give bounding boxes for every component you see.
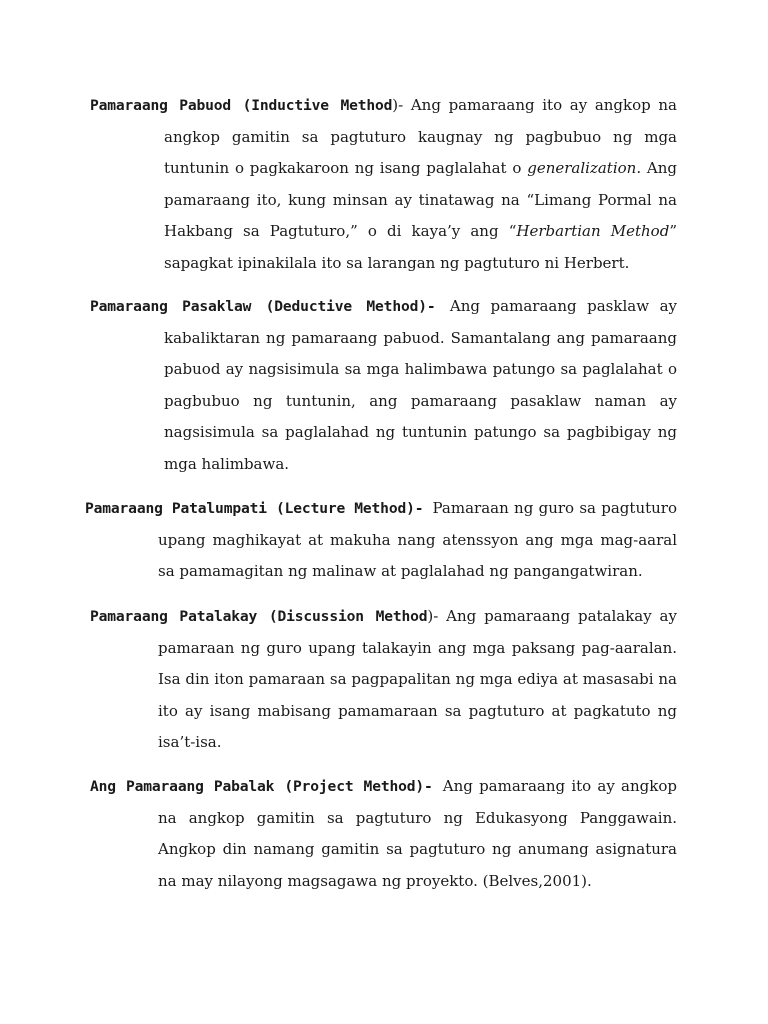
entry-body: Ang pamaraang patalakay ay pamaraan ng guro upang talakayin ang mga paksang pag-aaralan. Isa din iton pamaraan sa pagpapalitan ng mga ediya at masasabi na ito ay isang mabisang pamamaraan sa pagtuturo at pagkatuto ng isa’t-isa.: [158, 607, 677, 751]
emphasized-term: Herbartian Method: [516, 222, 670, 240]
entry-term: Pamaraang Pabuod (Inductive Method: [90, 97, 393, 114]
entry-body: Ang pamaraang ito ay angkop na angkop gamitin sa pagtuturo kaugnay ng pagbubuo ng mga tuntunin o pagkakaroon ng isang paglalahat o: [164, 96, 677, 177]
entry-body: ” sapagkat ipinakilala ito sa larangan ng pagtuturo ni Herbert.: [164, 222, 677, 272]
entry-body: Pamaraan ng guro sa pagtuturo upang maghikayat at makuha nang atenssyon ang mga mag-aaral sa pamamagitan ng malinaw at paglalahad ng pangangatwiran.: [158, 499, 677, 580]
discussion-method-entry: [90, 601, 677, 759]
entry-term-dash: )-: [427, 607, 447, 625]
entry-term: Ang Pamaraang Pabalak (Project Method)-: [90, 778, 443, 795]
entry-body: Ang pamaraang ito ay angkop na angkop gamitin sa pagtuturo ng Edukasyong Panggawain. Angkop din namang gamitin sa pagtuturo ng anumang asignatura na may nilayong magsagawa ng proyekto. (Belves,2001).: [158, 777, 677, 890]
lecture-method-entry: [85, 493, 677, 588]
emphasized-term: generalization: [527, 159, 637, 177]
deductive-method-entry: [90, 291, 678, 480]
inductive-method-entry: [90, 90, 678, 279]
entry-term: Pamaraang Pasaklaw (Deductive Method)-: [90, 298, 450, 315]
entry-body: . Ang pamaraang ito, kung minsan ay tinatawag na “Limang Pormal na Hakbang sa Pagtuturo,” o di kaya’y ang “: [164, 159, 678, 240]
project-method-entry: [90, 771, 677, 897]
entry-term-dash: )-: [392, 96, 411, 114]
entry-body: Ang pamaraang pasklaw ay kabaliktaran ng pamaraang pabuod. Samantalang ang pamaraang pabuod ay nagsisimula sa mga halimbawa patungo sa paglalahat o pagbubuo ng tuntunin, ang pamaraang pasaklaw naman ay nagsisimula sa paglalahad ng tuntunin patungo sa pagbibigay ng mga halimbawa.: [164, 297, 678, 473]
entry-term: Pamaraang Patalumpati (Lecture Method)-: [85, 500, 433, 517]
entry-term: Pamaraang Patalakay (Discussion Method: [90, 608, 428, 625]
